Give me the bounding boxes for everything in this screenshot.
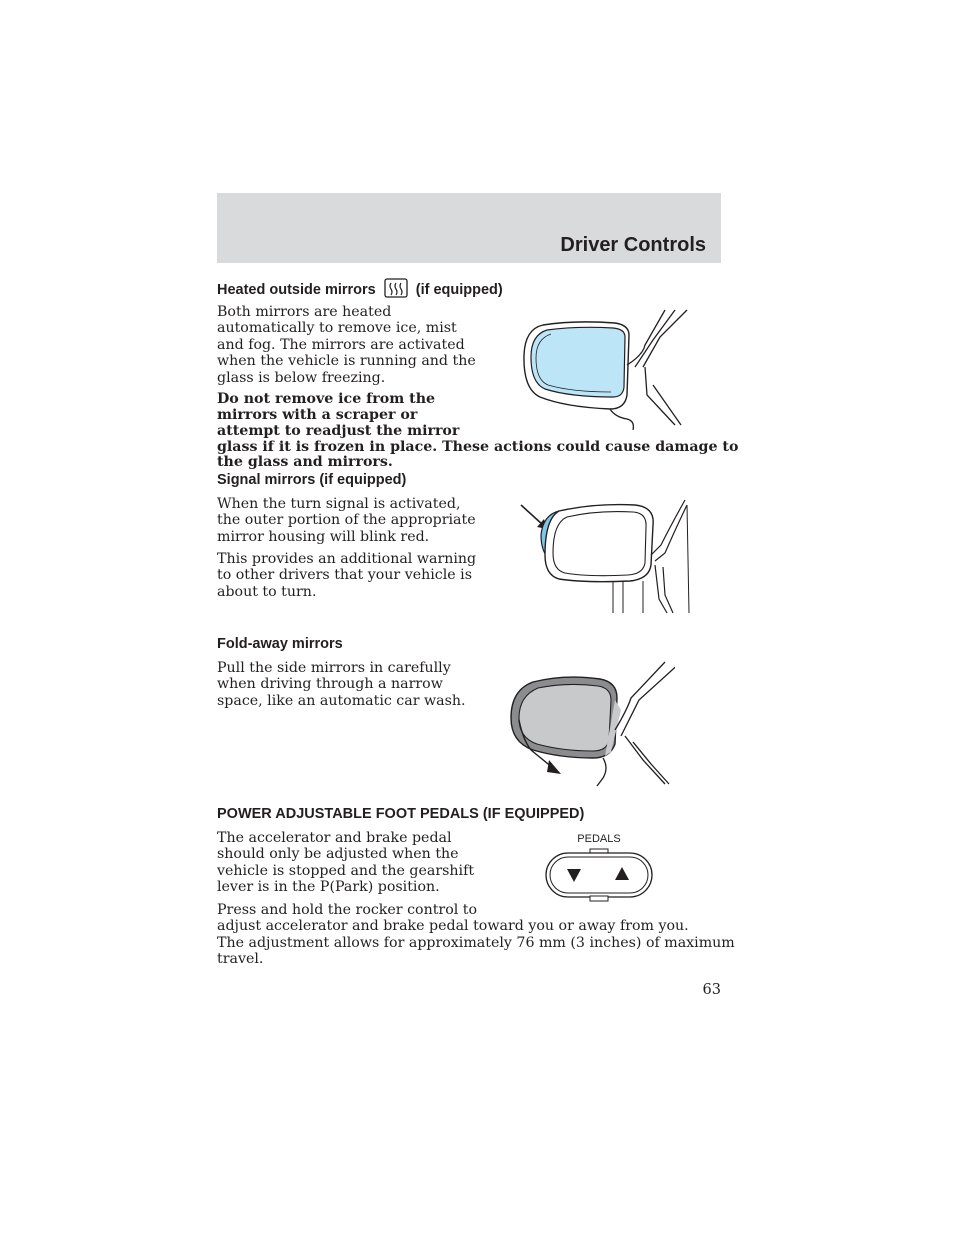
heated-body bbox=[217, 304, 476, 386]
signal-para-1 bbox=[217, 496, 476, 545]
pedals-rocker-control bbox=[544, 833, 654, 903]
warning-line: the glass and mirrors. bbox=[217, 453, 393, 470]
warning-line: attempt to readjust the mirror bbox=[217, 423, 460, 440]
text-line: to other drivers that your vehicle is bbox=[217, 567, 472, 584]
text-line: Both mirrors are heated bbox=[217, 304, 392, 320]
text-line: and fog. The mirrors are activated bbox=[217, 336, 465, 353]
text-line: adjust accelerator and brake pedal toward you or away from you. bbox=[217, 918, 689, 935]
heated-heading-suffix: (if equipped) bbox=[415, 281, 503, 298]
text-line: The adjustment allows for approximately 76 mm (3 inches) of maximum bbox=[217, 934, 735, 951]
warning-line: glass if it is frozen in place. These actions could cause damage to bbox=[217, 438, 739, 455]
signal-mirrors-heading: Signal mirrors (if equipped) bbox=[217, 472, 407, 488]
text-line: travel. bbox=[217, 951, 264, 968]
pedal-up-icon[interactable] bbox=[614, 866, 630, 882]
warning-line: mirrors with a scraper or bbox=[217, 407, 418, 424]
page-number: 63 bbox=[702, 982, 721, 998]
heated-mirror-illustration bbox=[515, 305, 700, 430]
text-line: Pull the side mirrors in carefully bbox=[217, 660, 451, 676]
pedal-down-icon[interactable] bbox=[566, 867, 582, 883]
fold-body bbox=[217, 660, 466, 709]
pedals-label: PEDALS bbox=[577, 833, 621, 845]
heated-heading-prefix: Heated outside mirrors bbox=[217, 281, 376, 298]
text-line: should only be adjusted when the bbox=[217, 846, 459, 863]
text-line: when driving through a narrow bbox=[217, 676, 443, 693]
text-line: vehicle is stopped and the gearshift bbox=[217, 862, 475, 879]
text-line: The accelerator and brake pedal bbox=[217, 830, 452, 846]
signal-para-2 bbox=[217, 551, 476, 600]
text-line: when the vehicle is running and the bbox=[217, 353, 476, 370]
text-line: This provides an additional warning bbox=[217, 551, 477, 567]
text-line: automatically to remove ice, mist bbox=[217, 320, 457, 337]
header-band bbox=[217, 193, 721, 263]
text-line: the outer portion of the appropriate bbox=[217, 512, 476, 529]
text-line: Press and hold the rocker control to bbox=[217, 902, 478, 918]
fold-away-heading: Fold-away mirrors bbox=[217, 636, 343, 652]
text-line: lever is in the P(Park) position. bbox=[217, 879, 440, 896]
text-line: about to turn. bbox=[217, 583, 317, 600]
pedals-para-1 bbox=[217, 830, 474, 896]
text-line: glass is below freezing. bbox=[217, 369, 386, 386]
text-line: mirror housing will blink red. bbox=[217, 528, 430, 545]
signal-mirror-illustration bbox=[515, 495, 695, 615]
text-line: When the turn signal is activated, bbox=[217, 496, 461, 512]
warning-line: Do not remove ice from the bbox=[217, 391, 436, 407]
power-pedals-heading: POWER ADJUSTABLE FOOT PEDALS (IF EQUIPPED) bbox=[217, 806, 585, 822]
page-title: Driver Controls bbox=[560, 234, 706, 256]
pedals-para-2 bbox=[217, 902, 735, 968]
defrost-icon bbox=[384, 278, 408, 302]
text-line: space, like an automatic car wash. bbox=[217, 692, 466, 709]
heated-mirrors-heading bbox=[217, 278, 503, 302]
fold-mirror-illustration bbox=[505, 660, 675, 788]
